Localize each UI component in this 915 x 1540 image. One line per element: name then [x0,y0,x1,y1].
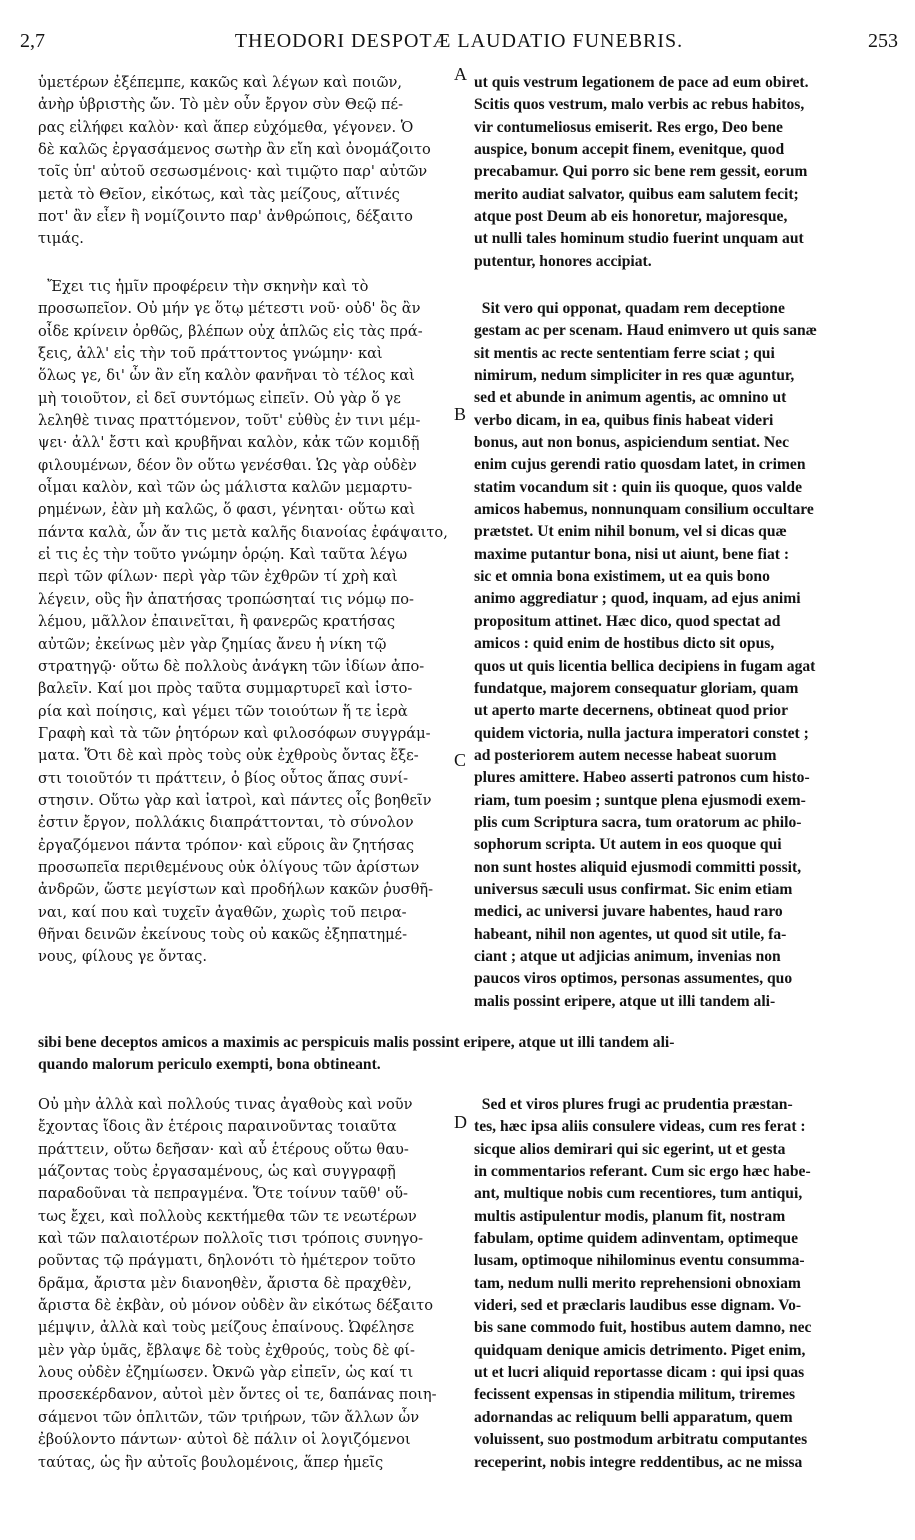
latin-paragraph-2: Sit vero qui opponat, quadam rem deceptione gestam ac per scenam. Haud enimvero ut quis sanæ sit mentis ac recte sententiam ferre sciat ; qui nimirum, nedum simpliciter in res quæ aguntur, sed et abunde in animum agentis, ac omnino ut verbo dicam, in ea, quibus finis habeat videri bonus, aut non bonus, aspiciendum sentiat. Nec enim cujus gerendi ratio quosdam latet, in crimen statim vocandum sit : quin iis quoque, quos valde amicos habemus, nonnunquam consilium occultare prætstet. Ut enim nihil bonum, vel si dicas quæ maxime putantur bona, nisi ut aiunt, bene fiat : sic et omnia bona existimem, ut ea quis bono animo aggrediatur ; quod, inquam, ad ejus animi propositum attinet. Hæc dico, quod spectat ad amicos : quid enim de hostibus dicto sit opus, quos ut quis licentia bellica decipiens in fugam agat fundatque, majorem consequatur gloriam, quam ut aperto marte decernens, obtineat quod prior quidem victoria, nulla jactura imperatori constet ; ad posteriorem autem necesse habeat suorum plures amittere. Habeo asserti patronos cum histo- riam, tum poesim ; suntque plena ejusmodi exem- plis cum Scriptura sacra, tum oratorum ac philo- sophorum scripta. Ut autem in eos quoque qui non sunt hostes aliquid ejusmodi committi possit, universus sæculi usus confirmat. Sic enim etiam medici, ac universi juvare habentes, haud raro habeant, nihil non agentes, ut quod sit utile, fa- ciant ; atque ut adjicias animum, invenias non paucos viros optimos, personas assumentes, quo malis possint eripere, atque ut illi tandem ali- [474,300,817,1010]
greek-paragraph-2: Ἔχει τις ἡμῖν προφέρειν τὴν σκηνὴν καὶ τὸ προσωπεῖον. Οὐ μήν γε ὅτῳ μέτεστι νοῦ· οὐδ' ὃς ἂν οἶδε κρίνειν ὀρθῶς, βλέπων οὐχ ἁπλῶς εἰς τὰς πρά- ξεις, ἀλλ' εἰς τὴν τοῦ πράττοντος γνώμην· καὶ ὅλως γε, δι' ὧν ἂν εἴη καλὸν φανῆναι τὸ τέλος καὶ μὴ τοιοῦτον, εἰ δεῖ συντόμως εἰπεῖν. Οὐ γὰρ ὅ γε λεληθὲ τινας πραττόμενον, τοῦτ' εὐθὺς ἐν τινι μέμ- ψει· ἀλλ' ἔστι καὶ κρυβῆναι καλὸν, κἀκ τῶν κομιδῇ φιλουμένων, δέον ὂν οὕτω γενέσθαι. Ὡς γὰρ οὐδὲν οἶμαι καλὸν, καὶ τῶν ὡς μάλιστα καλῶν μεμαρτυ- ρημένων, ἐὰν μὴ καλῶς, ὅ φασι, γένηται· οὕτω καὶ πάντα καλὰ, ὧν ἄν τις μετὰ καλῆς διανοίας ἐφάψαιτο, εἰ τις ἐς τὴν τοῦτο γνώμην ὁρῴη. Καὶ ταῦτα λέγω περὶ τῶν φίλων· περὶ γὰρ τῶν ἐχθρῶν τί χρὴ καὶ λέγειν, οὓς ἣν ἀπατήσας τροπώσηταί τις νόμῳ πο- λέμου, μᾶλλον ἐπαινεῖται, ἢ φανερῶς κρατήσας αὐτῶν; ἐκείνως μὲν γὰρ ζημίας ἄνευ ἡ νίκη τῷ στρατηγῷ· οὕτω δὲ πολλοὺς ἀνάγκη τῶν ἰδίων ἀπο- βαλεῖν. Καί μοι πρὸς ταῦτα συμμαρτυρεῖ καὶ ἱστο- ρία καὶ ποίησις, καὶ γέμει τῶν τοιούτων ἥ τε ἱερὰ Γραφὴ καὶ τὰ τῶν ῥητόρων καὶ φιλοσόφων συγγράμ- ματα. Ὅτι δὲ καὶ πρὸς τοὺς οὐκ ἐχθροὺς ὄντας ἔξε- στι τοιοῦτόν τι πράττειν, ὁ βίος οὗτος ἅπας συνί- στησιν. Οὕτω γὰρ καὶ ἰατροὶ, καὶ πάντες οἷς βοηθεῖν ἐστιν ἔργον, πολλάκις διαπράττονται, τὸ σύνολον ἐργαζόμενοι πάντα τρόπον· καὶ εὕροις ἂν ζητήσας προσωπεῖα περιθεμένους οὐκ ὀλίγους τῶν ἀρίστων ἀνδρῶν, ὥστε μεγίστων καὶ προδήλων κακῶν ῥυσθῆ- ναι, καί που καὶ τυχεῖν ἀγαθῶν, χωρὶς τοῦ πειρα- θῆναι δεινῶν ἐκείνους τοὺς οὐ κακῶς ἐξηπατημέ- νους, φίλους γε ὄντας. [38,278,448,966]
section-marker-a: A [454,64,467,84]
greek-paragraph-3: Οὐ μὴν ἀλλὰ καὶ πολλούς τινας ἀγαθοὺς καὶ νοῦν ἔχοντας ἴδοις ἂν ἑτέροις παραινοῦντας τοιαῦτα πράττειν, οὕτω δεῆσαν· καὶ αὖ ἑτέρους οὕτω θαυ- μάζοντας τοὺς ἐργασαμένους, ὡς καὶ συγγραφῇ παραδοῦναι τὰ πεπραγμένα. Ὅτε τοίνυν ταῦθ' οὕ- τως ἔχει, καὶ πολλοὺς κεκτήμεθα τῶν τε νεωτέρων καὶ τῶν παλαιοτέρων πολλοῖς τισι τρόποις συνηγο- ροῦντας τῷ πράγματι, δηλονότι τὸ ἡμέτερον τοῦτο δρᾶμα, ἄριστα μὲν διανοηθὲν, ἄριστα δὲ πραχθὲν, ἄριστα δὲ ἐκβὰν, οὐ μόνον οὐδὲν ἂν εἰκότως δέξαιτο μέμψιν, ἀλλὰ καὶ τοὺς μείζους ἐπαίνους. Ὠφέλησε μὲν γὰρ ὑμᾶς, ἔβλαψε δὲ τοὺς ἐχθρούς, τοὺς δὲ φί- λους οὐδὲν ἐζημίωσεν. Ὀκνῶ γὰρ εἰπεῖν, ὡς καί τι προσεκέρδανον, αὐτοὶ μὲν ὄντες οἱ τε, δαπάνας ποιη- σάμενοι τῶν ὁπλιτῶν, τῶν τριήρων, τῶν ἄλλων ὧν ἐβούλοντο πάντων· αὐτοὶ δὲ πάλιν οἱ λογιζόμενοι ταύτας, ὡς ἣν αὐτοῖς βουλομένοις, ἅπερ ἡμεῖς [38,1096,437,1471]
running-title: THEODORI DESPOTÆ LAUDATIO FUNEBRIS. [234,30,684,52]
section-marker-d: D [454,1112,467,1132]
page-header [20,30,898,58]
page-number-left: 2,7 [20,30,45,52]
section-marker-b: B [454,404,467,424]
greek-paragraph-1: ὑμετέρων ἐξέπεμπε, κακῶς καὶ λέγων καὶ ποιῶν, ἀνὴρ ὑβριστὴς ὤν. Τὸ μὲν οὖν ἔργον σὺν Θεῷ πέ- ρας εἰλήφει καλὸν· καὶ ἅπερ εὐχόμεθα, γέγονεν. Ὁ δὲ καλῶς ἐργασάμενος σωτὴρ ἂν εἴη καὶ ὀνομάζοιτο τοῖς ὑπ' αὐτοῦ σεσωσμένοις· καὶ τιμῷτο παρ' αὐτῶν μετὰ τὸ Θεῖον, εἰκότως, καὶ τὰς μείζους, αἵτινές ποτ' ἂν εἶεν ἢ νομίζοιντο παρ' ἀνθρώποις, δέξαιτο τιμάς. [38,74,431,248]
latin-fullwidth-lines: sibi bene deceptos amicos a maximis ac perspicuis malis possint eripere, atque ut illi tandem ali- quando malorum periculo exempti, bona obtineant. [38,1034,675,1074]
latin-paragraph-1: ut quis vestrum legationem de pace ad eum obiret. Scitis quos vestrum, malo verbis ac rebus habitos, vir contumeliosus emiserit. Res ergo, Deo bene auspice, bonum accepit finem, evenitque, quod precabamur. Qui porro sic bene rem gessit, eorum merito audiat salvator, quibus eam salutem fecit; atque post Deum ab eis honoretur, majoresque, ut nulli tales hominum studio fuerint unquam aut putentur, honores accipiat. [474,74,809,270]
section-marker-c: C [454,750,467,770]
latin-paragraph-3: Sed et viros plures frugi ac prudentia præstan- tes, hæc ipsa aliis consulere videas, cum res ferat : sicque alios demirari qui sic egerint, ut et gesta in commentarios referant. Cum sic ergo hæc habe- ant, multique nobis cum recentiores, tum antiqui, multis astipulentur modis, planum fit, nostram fabulam, optime quidem adinventam, optimeque lusam, optimoque nihilominus eventu consumma- tam, nedum nulli merito reprehensioni obnoxiam videri, sed et præclaris laudibus esse dignam. Vo- bis sane commodo fuit, hostibus autem damno, nec quidquam denique amicis detrimento. Piget enim, ut et lucri aliquid reportasse dicam : qui ipsi quas fecissent expensas in stipendia militum, triremes adornandas ac reliquum belli apparatum, quem voluissent, suo postmodum arbitratu computantes receperint, nobis integre reddentibus, ac ne missa [474,1096,812,1471]
page-number-right: 253 [868,30,898,52]
